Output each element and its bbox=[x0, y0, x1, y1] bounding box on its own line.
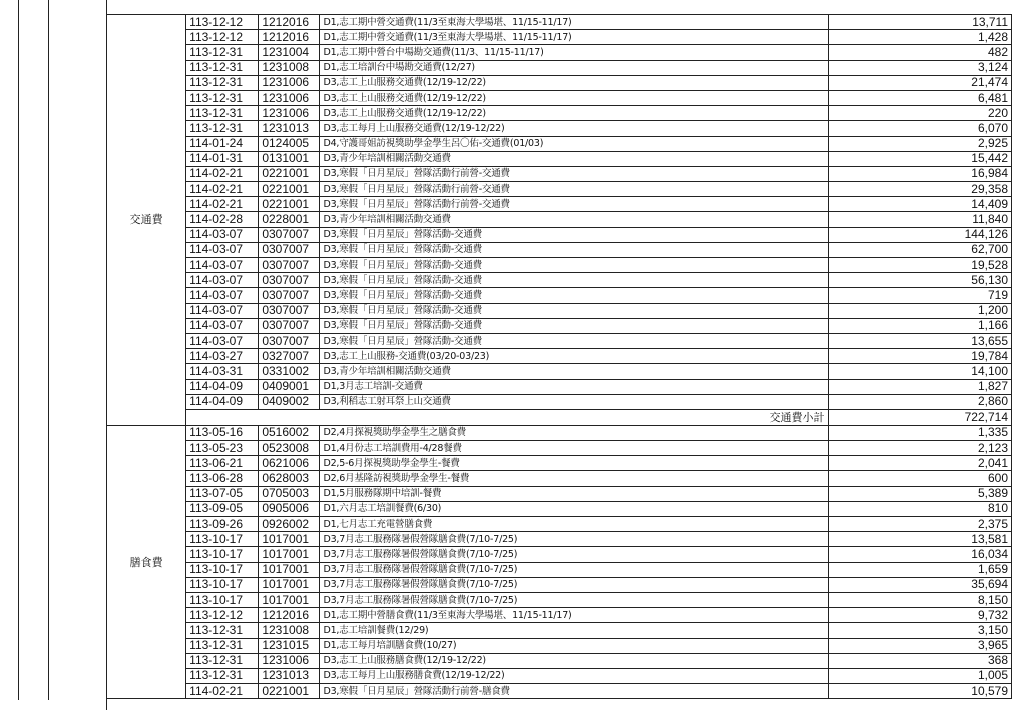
voucher-code-cell: 0409001 bbox=[259, 379, 320, 394]
voucher-code-cell: 0705003 bbox=[259, 486, 320, 501]
amount-cell: 35,694 bbox=[828, 577, 1011, 592]
date-cell: 114-02-21 bbox=[186, 166, 259, 181]
voucher-code-cell: 0221001 bbox=[259, 197, 320, 212]
table-row bbox=[107, 547, 1012, 562]
date-cell: 113-06-28 bbox=[186, 471, 259, 486]
amount-cell: 62,700 bbox=[828, 242, 1011, 257]
table-row bbox=[107, 318, 1012, 333]
date-cell: 114-03-07 bbox=[186, 273, 259, 288]
voucher-code-cell: 1212016 bbox=[259, 30, 320, 45]
ledger-table bbox=[106, 14, 1012, 699]
voucher-code-cell: 1212016 bbox=[259, 15, 320, 30]
amount-cell: 2,375 bbox=[828, 517, 1011, 532]
table-row bbox=[107, 471, 1012, 486]
description-cell: D2,4月探視獎助學金學生之膳食費 bbox=[320, 425, 828, 440]
description-cell: D3,寒假「日月星辰」營隊活動-交通費 bbox=[320, 273, 828, 288]
voucher-code-cell: 0926002 bbox=[259, 517, 320, 532]
description-cell: D3,青少年培訓相關活動交通費 bbox=[320, 212, 828, 227]
date-cell: 113-07-05 bbox=[186, 486, 259, 501]
description-cell: D3,利稻志工射耳祭上山交通費 bbox=[320, 394, 828, 409]
voucher-code-cell: 0221001 bbox=[259, 166, 320, 181]
voucher-code-cell: 1017001 bbox=[259, 562, 320, 577]
date-cell: 114-01-24 bbox=[186, 136, 259, 151]
table-row bbox=[107, 242, 1012, 257]
date-cell: 114-03-07 bbox=[186, 333, 259, 348]
description-cell: D1,志工每月培訓膳食費(10/27) bbox=[320, 638, 828, 653]
date-cell: 114-03-07 bbox=[186, 318, 259, 333]
voucher-code-cell: 0307007 bbox=[259, 227, 320, 242]
description-cell: D3,志工上山服務交通費(12/19-12/22) bbox=[320, 75, 828, 90]
table-row bbox=[107, 456, 1012, 471]
table-row bbox=[107, 684, 1012, 699]
table-row bbox=[107, 227, 1012, 242]
voucher-code-cell: 0221001 bbox=[259, 182, 320, 197]
table-row bbox=[107, 106, 1012, 121]
table-row bbox=[107, 501, 1012, 516]
date-cell: 113-09-26 bbox=[186, 517, 259, 532]
amount-cell: 15,442 bbox=[828, 151, 1011, 166]
amount-cell: 3,124 bbox=[828, 60, 1011, 75]
date-cell: 114-03-31 bbox=[186, 364, 259, 379]
date-cell: 114-01-31 bbox=[186, 151, 259, 166]
date-cell: 114-03-07 bbox=[186, 288, 259, 303]
description-cell: D3,志工上山服務-交通費(03/20-03/23) bbox=[320, 349, 828, 364]
table-row bbox=[107, 349, 1012, 364]
table-row bbox=[107, 333, 1012, 348]
date-cell: 114-04-09 bbox=[186, 394, 259, 409]
table-row bbox=[107, 288, 1012, 303]
voucher-code-cell: 1017001 bbox=[259, 532, 320, 547]
voucher-code-cell: 1017001 bbox=[259, 592, 320, 607]
description-cell: D3,7月志工服務隊暑假營隊膳食費(7/10-7/25) bbox=[320, 532, 828, 547]
amount-cell: 19,528 bbox=[828, 258, 1011, 273]
table-row bbox=[107, 638, 1012, 653]
description-cell: D1,七月志工充電營膳食費 bbox=[320, 517, 828, 532]
date-cell: 114-03-07 bbox=[186, 258, 259, 273]
date-cell: 113-12-31 bbox=[186, 653, 259, 668]
table-row bbox=[107, 273, 1012, 288]
date-cell: 113-12-31 bbox=[186, 623, 259, 638]
voucher-code-cell: 0307007 bbox=[259, 242, 320, 257]
amount-cell: 9,732 bbox=[828, 608, 1011, 623]
table-row bbox=[107, 258, 1012, 273]
date-cell: 114-03-07 bbox=[186, 242, 259, 257]
voucher-code-cell: 0409002 bbox=[259, 394, 320, 409]
description-cell: D3,寒假「日月星辰」營隊活動行前營-膳食費 bbox=[320, 684, 828, 699]
description-cell: D3,青少年培訓相關活動交通費 bbox=[320, 364, 828, 379]
amount-cell: 3,150 bbox=[828, 623, 1011, 638]
voucher-code-cell: 1231015 bbox=[259, 638, 320, 653]
category-cell: 膳食費 bbox=[107, 425, 186, 698]
table-row bbox=[107, 532, 1012, 547]
table-row bbox=[107, 166, 1012, 181]
description-cell: D1,3月志工培訓-交通費 bbox=[320, 379, 828, 394]
table-row bbox=[107, 182, 1012, 197]
description-cell: D3,寒假「日月星辰」營隊活動行前營-交通費 bbox=[320, 166, 828, 181]
table-row bbox=[107, 623, 1012, 638]
date-cell: 113-05-16 bbox=[186, 425, 259, 440]
amount-cell: 1,659 bbox=[828, 562, 1011, 577]
voucher-code-cell: 1017001 bbox=[259, 577, 320, 592]
amount-cell: 6,070 bbox=[828, 121, 1011, 136]
amount-cell: 11,840 bbox=[828, 212, 1011, 227]
table-row bbox=[107, 121, 1012, 136]
table-row bbox=[107, 151, 1012, 166]
amount-cell: 6,481 bbox=[828, 90, 1011, 105]
description-cell: D1,5月服務隊期中培訓-餐費 bbox=[320, 486, 828, 501]
description-cell: D1,志工期中營台中場勘交通費(11/3、11/15-11/17) bbox=[320, 45, 828, 60]
description-cell: D1,志工培訓餐費(12/29) bbox=[320, 623, 828, 638]
amount-cell: 600 bbox=[828, 471, 1011, 486]
amount-cell: 1,335 bbox=[828, 425, 1011, 440]
subtotal-amount: 722,714 bbox=[828, 409, 1011, 425]
table-row bbox=[107, 577, 1012, 592]
amount-cell: 8,150 bbox=[828, 592, 1011, 607]
amount-cell: 220 bbox=[828, 106, 1011, 121]
amount-cell: 16,034 bbox=[828, 547, 1011, 562]
voucher-code-cell: 0516002 bbox=[259, 425, 320, 440]
outer-left-rule bbox=[18, 0, 19, 700]
table-row bbox=[107, 45, 1012, 60]
table-row bbox=[107, 441, 1012, 456]
voucher-code-cell: 0124005 bbox=[259, 136, 320, 151]
amount-cell: 3,965 bbox=[828, 638, 1011, 653]
voucher-code-cell: 0628003 bbox=[259, 471, 320, 486]
amount-cell: 13,581 bbox=[828, 532, 1011, 547]
description-cell: D1,4月份志工培訓費用-4/28餐費 bbox=[320, 441, 828, 456]
table-row bbox=[107, 562, 1012, 577]
amount-cell: 5,389 bbox=[828, 486, 1011, 501]
voucher-code-cell: 0905006 bbox=[259, 501, 320, 516]
description-cell: D1,志工期中營交通費(11/3至東海大學場堪、11/15-11/17) bbox=[320, 15, 828, 30]
amount-cell: 56,130 bbox=[828, 273, 1011, 288]
voucher-code-cell: 1212016 bbox=[259, 608, 320, 623]
description-cell: D1,志工培訓台中場勘交通費(12/27) bbox=[320, 60, 828, 75]
date-cell: 113-12-31 bbox=[186, 90, 259, 105]
table-row bbox=[107, 60, 1012, 75]
category-cell: 交通費 bbox=[107, 15, 186, 426]
date-cell: 113-12-31 bbox=[186, 75, 259, 90]
table-row bbox=[107, 379, 1012, 394]
description-cell: D3,寒假「日月星辰」營隊活動-交通費 bbox=[320, 303, 828, 318]
amount-cell: 21,474 bbox=[828, 75, 1011, 90]
amount-cell: 16,984 bbox=[828, 166, 1011, 181]
date-cell: 113-12-12 bbox=[186, 608, 259, 623]
amount-cell: 2,860 bbox=[828, 394, 1011, 409]
amount-cell: 719 bbox=[828, 288, 1011, 303]
amount-cell: 482 bbox=[828, 45, 1011, 60]
description-cell: D3,寒假「日月星辰」營隊活動-交通費 bbox=[320, 242, 828, 257]
voucher-code-cell: 0307007 bbox=[259, 318, 320, 333]
amount-cell: 19,784 bbox=[828, 349, 1011, 364]
ledger-body bbox=[107, 15, 1012, 699]
description-cell: D3,寒假「日月星辰」營隊活動-交通費 bbox=[320, 333, 828, 348]
voucher-code-cell: 0327007 bbox=[259, 349, 320, 364]
amount-cell: 144,126 bbox=[828, 227, 1011, 242]
inner-left-rule bbox=[48, 0, 49, 700]
table-row bbox=[107, 15, 1012, 30]
amount-cell: 1,005 bbox=[828, 668, 1011, 683]
description-cell: D3,寒假「日月星辰」營隊活動-交通費 bbox=[320, 227, 828, 242]
voucher-code-cell: 0307007 bbox=[259, 303, 320, 318]
date-cell: 114-04-09 bbox=[186, 379, 259, 394]
date-cell: 114-02-21 bbox=[186, 684, 259, 699]
voucher-code-cell: 0228001 bbox=[259, 212, 320, 227]
amount-cell: 14,409 bbox=[828, 197, 1011, 212]
description-cell: D1,六月志工培訓餐費(6/30) bbox=[320, 501, 828, 516]
date-cell: 113-12-12 bbox=[186, 15, 259, 30]
description-cell: D3,青少年培訓相關活動交通費 bbox=[320, 151, 828, 166]
table-row bbox=[107, 136, 1012, 151]
date-cell: 113-10-17 bbox=[186, 577, 259, 592]
amount-cell: 14,100 bbox=[828, 364, 1011, 379]
voucher-code-cell: 0307007 bbox=[259, 258, 320, 273]
date-cell: 113-10-17 bbox=[186, 592, 259, 607]
date-cell: 114-02-28 bbox=[186, 212, 259, 227]
voucher-code-cell: 1231008 bbox=[259, 623, 320, 638]
date-cell: 114-02-21 bbox=[186, 197, 259, 212]
table-row bbox=[107, 486, 1012, 501]
table-row bbox=[107, 212, 1012, 227]
description-cell: D3,寒假「日月星辰」營隊活動-交通費 bbox=[320, 288, 828, 303]
amount-cell: 1,428 bbox=[828, 30, 1011, 45]
date-cell: 113-12-31 bbox=[186, 106, 259, 121]
voucher-code-cell: 0523008 bbox=[259, 441, 320, 456]
description-cell: D4,守護哥姐訪視獎助學金學生呂〇佑-交通費(01/03) bbox=[320, 136, 828, 151]
voucher-code-cell: 1017001 bbox=[259, 547, 320, 562]
table-row bbox=[107, 30, 1012, 45]
description-cell: D3,7月志工服務隊暑假營隊膳食費(7/10-7/25) bbox=[320, 577, 828, 592]
date-cell: 113-12-31 bbox=[186, 60, 259, 75]
amount-cell: 2,123 bbox=[828, 441, 1011, 456]
voucher-code-cell: 0331002 bbox=[259, 364, 320, 379]
date-cell: 113-10-17 bbox=[186, 532, 259, 547]
table-row bbox=[107, 364, 1012, 379]
voucher-code-cell: 0307007 bbox=[259, 273, 320, 288]
date-cell: 114-03-07 bbox=[186, 227, 259, 242]
amount-cell: 1,166 bbox=[828, 318, 1011, 333]
date-cell: 113-10-17 bbox=[186, 547, 259, 562]
date-cell: 114-02-21 bbox=[186, 182, 259, 197]
amount-cell: 2,041 bbox=[828, 456, 1011, 471]
description-cell: D3,7月志工服務隊暑假營隊膳食費(7/10-7/25) bbox=[320, 592, 828, 607]
table-row bbox=[107, 517, 1012, 532]
description-cell: D3,7月志工服務隊暑假營隊膳食費(7/10-7/25) bbox=[320, 562, 828, 577]
table-row bbox=[107, 197, 1012, 212]
amount-cell: 1,827 bbox=[828, 379, 1011, 394]
table-row bbox=[107, 608, 1012, 623]
voucher-code-cell: 0221001 bbox=[259, 684, 320, 699]
voucher-code-cell: 1231006 bbox=[259, 106, 320, 121]
description-cell: D2,5-6月探視獎助學金學生-餐費 bbox=[320, 456, 828, 471]
description-cell: D3,志工上山服務交通費(12/19-12/22) bbox=[320, 106, 828, 121]
description-cell: D3,寒假「日月星辰」營隊活動行前營-交通費 bbox=[320, 197, 828, 212]
date-cell: 113-09-05 bbox=[186, 501, 259, 516]
amount-cell: 13,655 bbox=[828, 333, 1011, 348]
voucher-code-cell: 1231006 bbox=[259, 75, 320, 90]
voucher-code-cell: 1231013 bbox=[259, 668, 320, 683]
amount-cell: 368 bbox=[828, 653, 1011, 668]
table-row bbox=[107, 394, 1012, 409]
date-cell: 113-12-31 bbox=[186, 45, 259, 60]
description-cell: D3,7月志工服務隊暑假營隊膳食費(7/10-7/25) bbox=[320, 547, 828, 562]
amount-cell: 13,711 bbox=[828, 15, 1011, 30]
subtotal-row bbox=[107, 409, 1012, 425]
voucher-code-cell: 1231008 bbox=[259, 60, 320, 75]
amount-cell: 10,579 bbox=[828, 684, 1011, 699]
table-row bbox=[107, 592, 1012, 607]
subtotal-label: 交通費小計 bbox=[186, 409, 828, 425]
voucher-code-cell: 1231006 bbox=[259, 653, 320, 668]
date-cell: 114-03-07 bbox=[186, 303, 259, 318]
date-cell: 114-03-27 bbox=[186, 349, 259, 364]
date-cell: 113-10-17 bbox=[186, 562, 259, 577]
table-row bbox=[107, 425, 1012, 440]
amount-cell: 1,200 bbox=[828, 303, 1011, 318]
date-cell: 113-06-21 bbox=[186, 456, 259, 471]
description-cell: D3,志工上山服務膳食費(12/19-12/22) bbox=[320, 653, 828, 668]
table-row bbox=[107, 90, 1012, 105]
voucher-code-cell: 1231004 bbox=[259, 45, 320, 60]
date-cell: 113-12-31 bbox=[186, 638, 259, 653]
table-row bbox=[107, 668, 1012, 683]
date-cell: 113-12-12 bbox=[186, 30, 259, 45]
voucher-code-cell: 0307007 bbox=[259, 288, 320, 303]
description-cell: D3,寒假「日月星辰」營隊活動-交通費 bbox=[320, 258, 828, 273]
voucher-code-cell: 0621006 bbox=[259, 456, 320, 471]
date-cell: 113-12-31 bbox=[186, 121, 259, 136]
amount-cell: 810 bbox=[828, 501, 1011, 516]
table-row bbox=[107, 303, 1012, 318]
description-cell: D2,6月基隆訪視獎助學金學生-餐費 bbox=[320, 471, 828, 486]
description-cell: D1,志工期中營膳食費(11/3至東海大學場堪、11/15-11/17) bbox=[320, 608, 828, 623]
description-cell: D3,志工上山服務交通費(12/19-12/22) bbox=[320, 90, 828, 105]
table-row bbox=[107, 653, 1012, 668]
description-cell: D3,寒假「日月星辰」營隊活動-交通費 bbox=[320, 318, 828, 333]
voucher-code-cell: 1231006 bbox=[259, 90, 320, 105]
amount-cell: 2,925 bbox=[828, 136, 1011, 151]
description-cell: D3,志工每月上山服務交通費(12/19-12/22) bbox=[320, 121, 828, 136]
description-cell: D3,志工每月上山服務膳食費(12/19-12/22) bbox=[320, 668, 828, 683]
voucher-code-cell: 0307007 bbox=[259, 333, 320, 348]
date-cell: 113-12-31 bbox=[186, 668, 259, 683]
amount-cell: 29,358 bbox=[828, 182, 1011, 197]
date-cell: 113-05-23 bbox=[186, 441, 259, 456]
table-row bbox=[107, 75, 1012, 90]
voucher-code-cell: 1231013 bbox=[259, 121, 320, 136]
description-cell: D3,寒假「日月星辰」營隊活動行前營-交通費 bbox=[320, 182, 828, 197]
description-cell: D1,志工期中營交通費(11/3至東海大學場堪、11/15-11/17) bbox=[320, 30, 828, 45]
voucher-code-cell: 0131001 bbox=[259, 151, 320, 166]
